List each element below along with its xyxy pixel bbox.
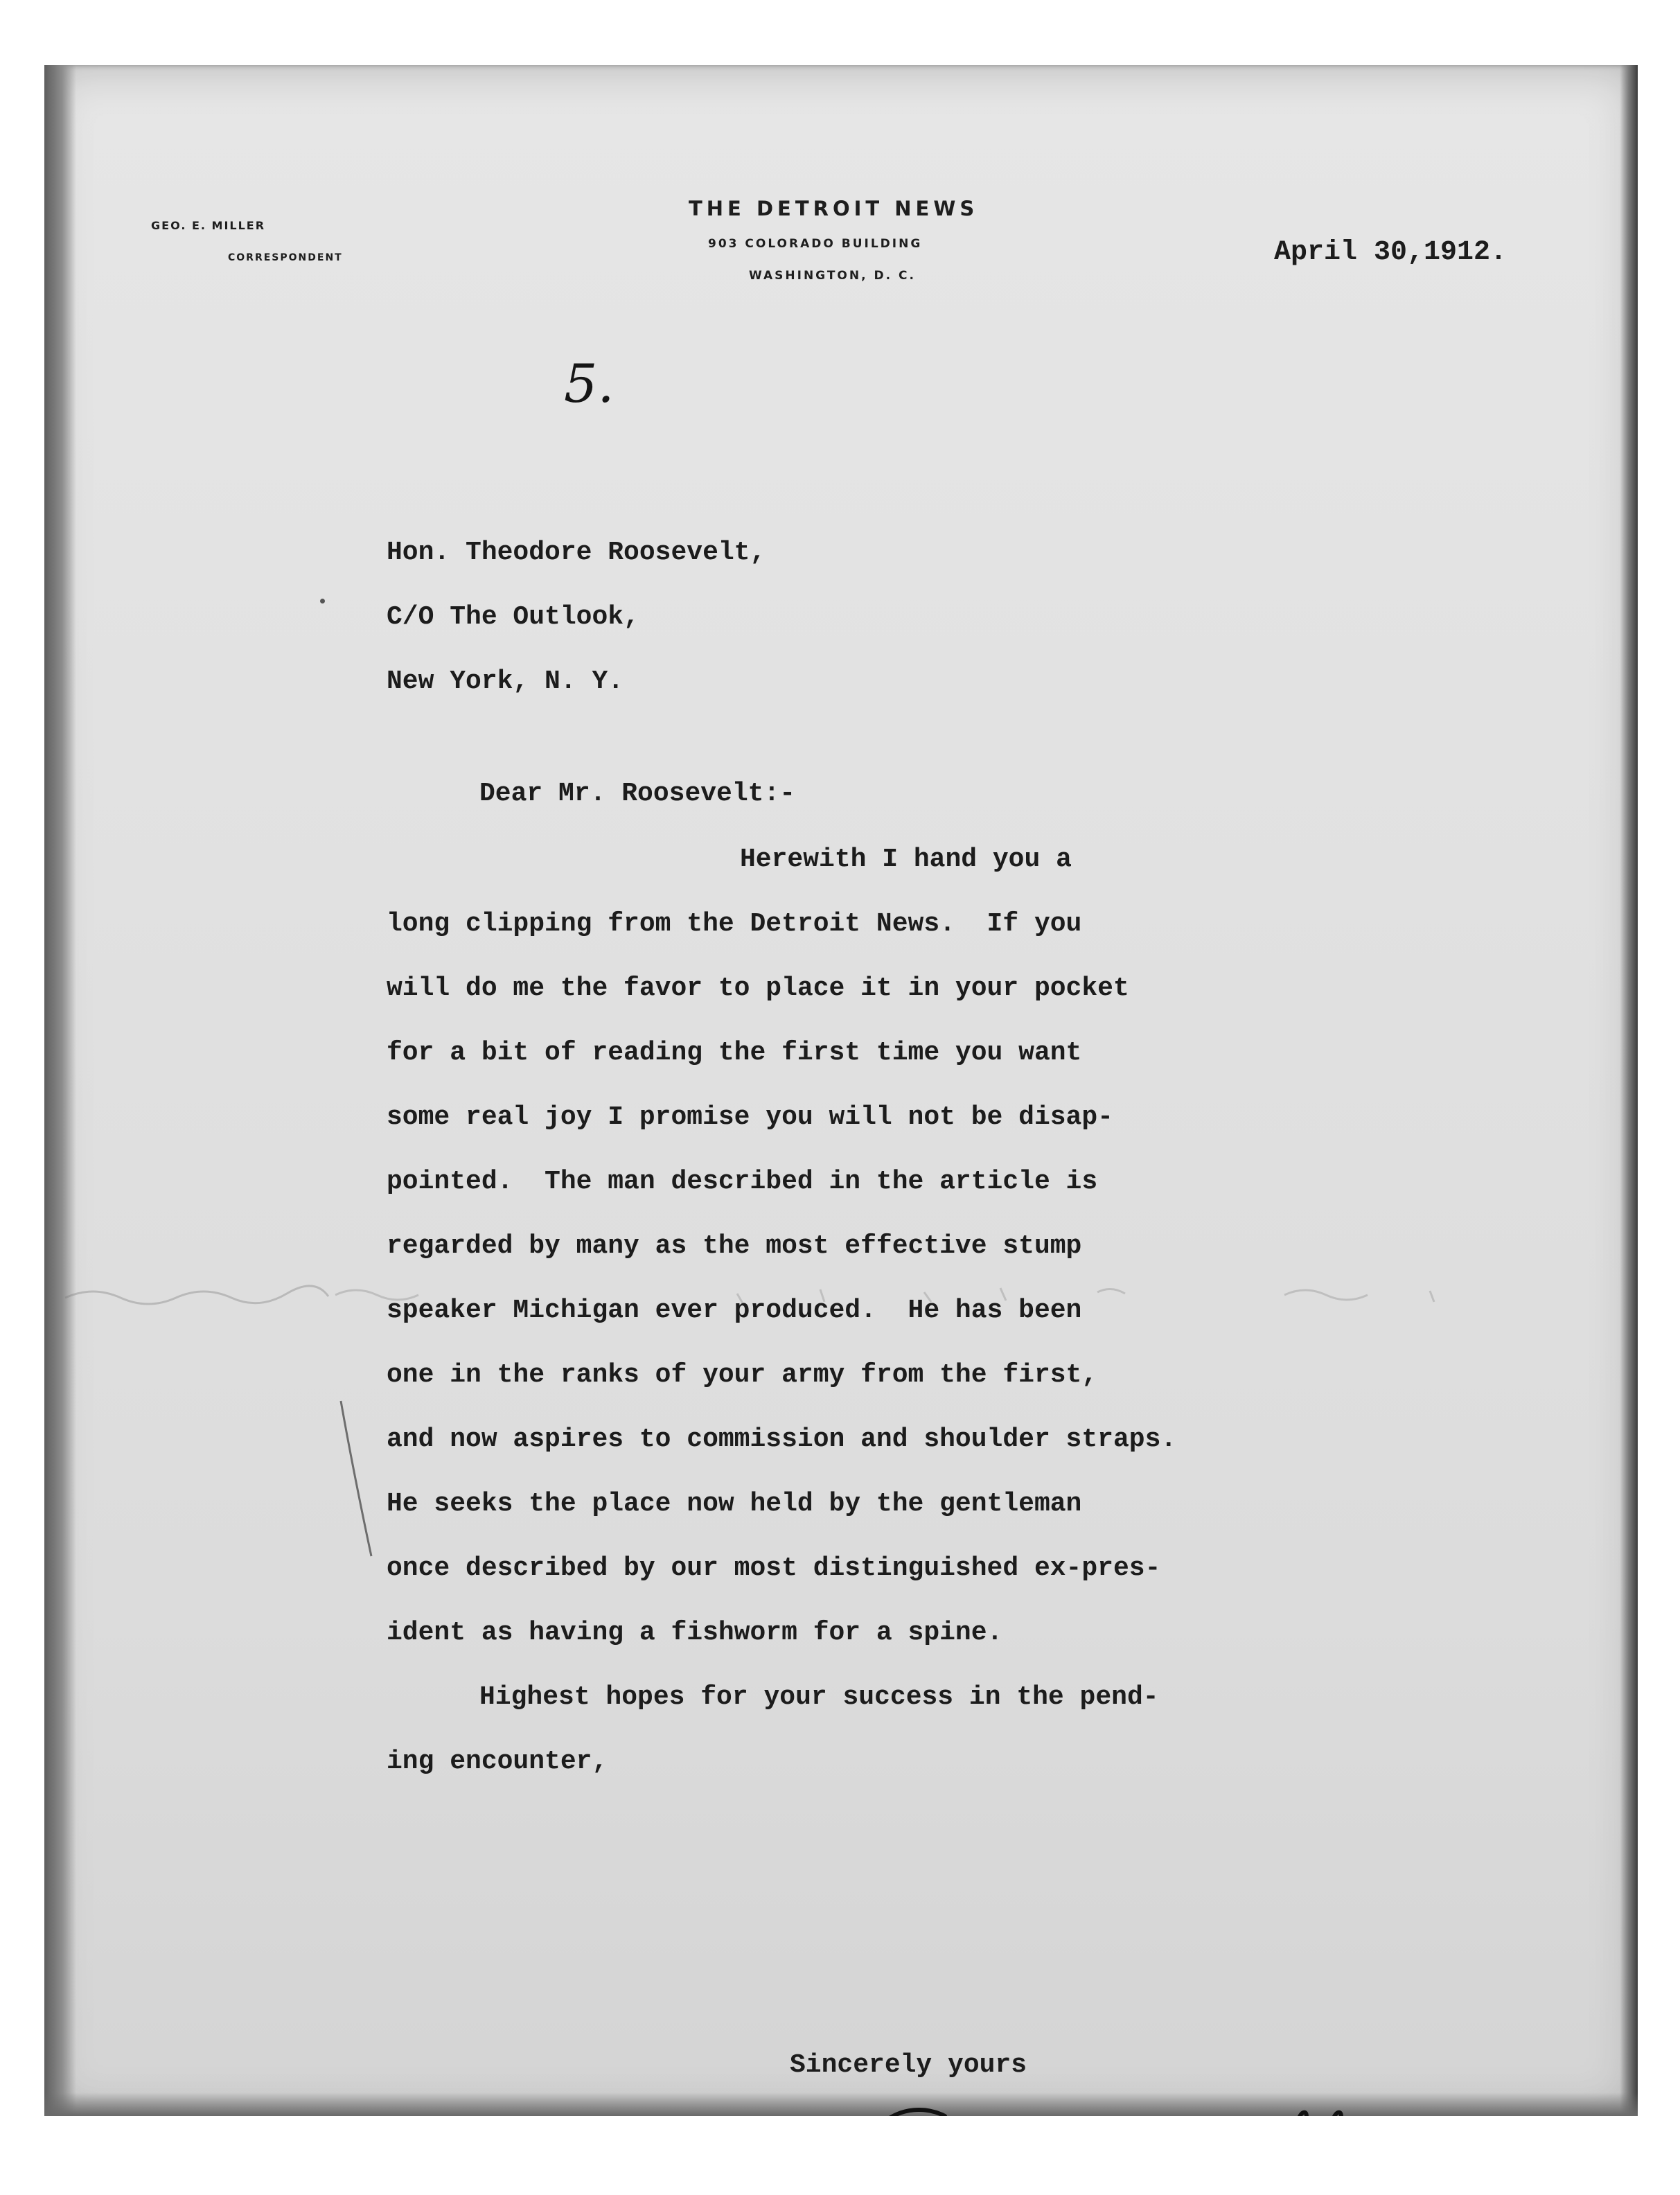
body-line: long clipping from the Detroit News. If you xyxy=(387,909,1082,939)
sender-title: CORRESPONDENT xyxy=(228,252,343,263)
closing: Sincerely yours xyxy=(790,2050,1027,2080)
letterhead-address-line1: 903 COLORADO BUILDING xyxy=(708,237,923,251)
body-line: for a bit of reading the first time you want xyxy=(387,1038,1082,1068)
sheet-left-edge-shadow xyxy=(44,65,76,2116)
margin-pencil-stroke xyxy=(335,1395,377,1562)
bleed-through-marks xyxy=(44,1274,1638,1316)
body-line: once described by our most distinguished ex-pres- xyxy=(387,1553,1161,1583)
recipient-line: New York, N. Y. xyxy=(387,667,624,696)
letter-sheet xyxy=(44,65,1638,2116)
sender-name: GEO. E. MILLER xyxy=(151,219,266,232)
signature xyxy=(827,2088,1492,2116)
body-line: pointed. The man described in the article is xyxy=(387,1167,1098,1197)
newspaper-name: THE DETROIT NEWS xyxy=(689,197,979,220)
letterhead-address-line2: WASHINGTON, D. C. xyxy=(749,269,916,283)
body-line: ident as having a fishworm for a spine. xyxy=(387,1618,1003,1648)
body-line: one in the ranks of your army from the first, xyxy=(387,1360,1098,1390)
salutation: Dear Mr. Roosevelt:- xyxy=(479,779,796,809)
body-line: will do me the favor to place it in your pocket xyxy=(387,973,1129,1003)
body-line: speaker Michigan ever produced. He has been xyxy=(387,1296,1082,1325)
body-line: ing encounter, xyxy=(387,1747,608,1777)
body-line: and now aspires to commission and shoulder straps. xyxy=(387,1425,1177,1454)
body-line: Herewith I hand you a xyxy=(740,845,1072,874)
body-line: He seeks the place now held by the gentleman xyxy=(387,1489,1082,1519)
letter-date: April 30,1912. xyxy=(1274,237,1507,268)
sheet-right-edge-shadow xyxy=(1620,65,1638,2116)
body-line: regarded by many as the most effective stump xyxy=(387,1231,1082,1261)
recipient-line: Hon. Theodore Roosevelt, xyxy=(387,538,766,567)
paper-speck xyxy=(320,599,325,603)
body-line: some real joy I promise you will not be disap- xyxy=(387,1102,1113,1132)
recipient-line: C/O The Outlook, xyxy=(387,602,639,632)
body-line: Highest hopes for your success in the pend- xyxy=(479,1682,1159,1712)
handwritten-page-mark: 5. xyxy=(564,353,614,414)
